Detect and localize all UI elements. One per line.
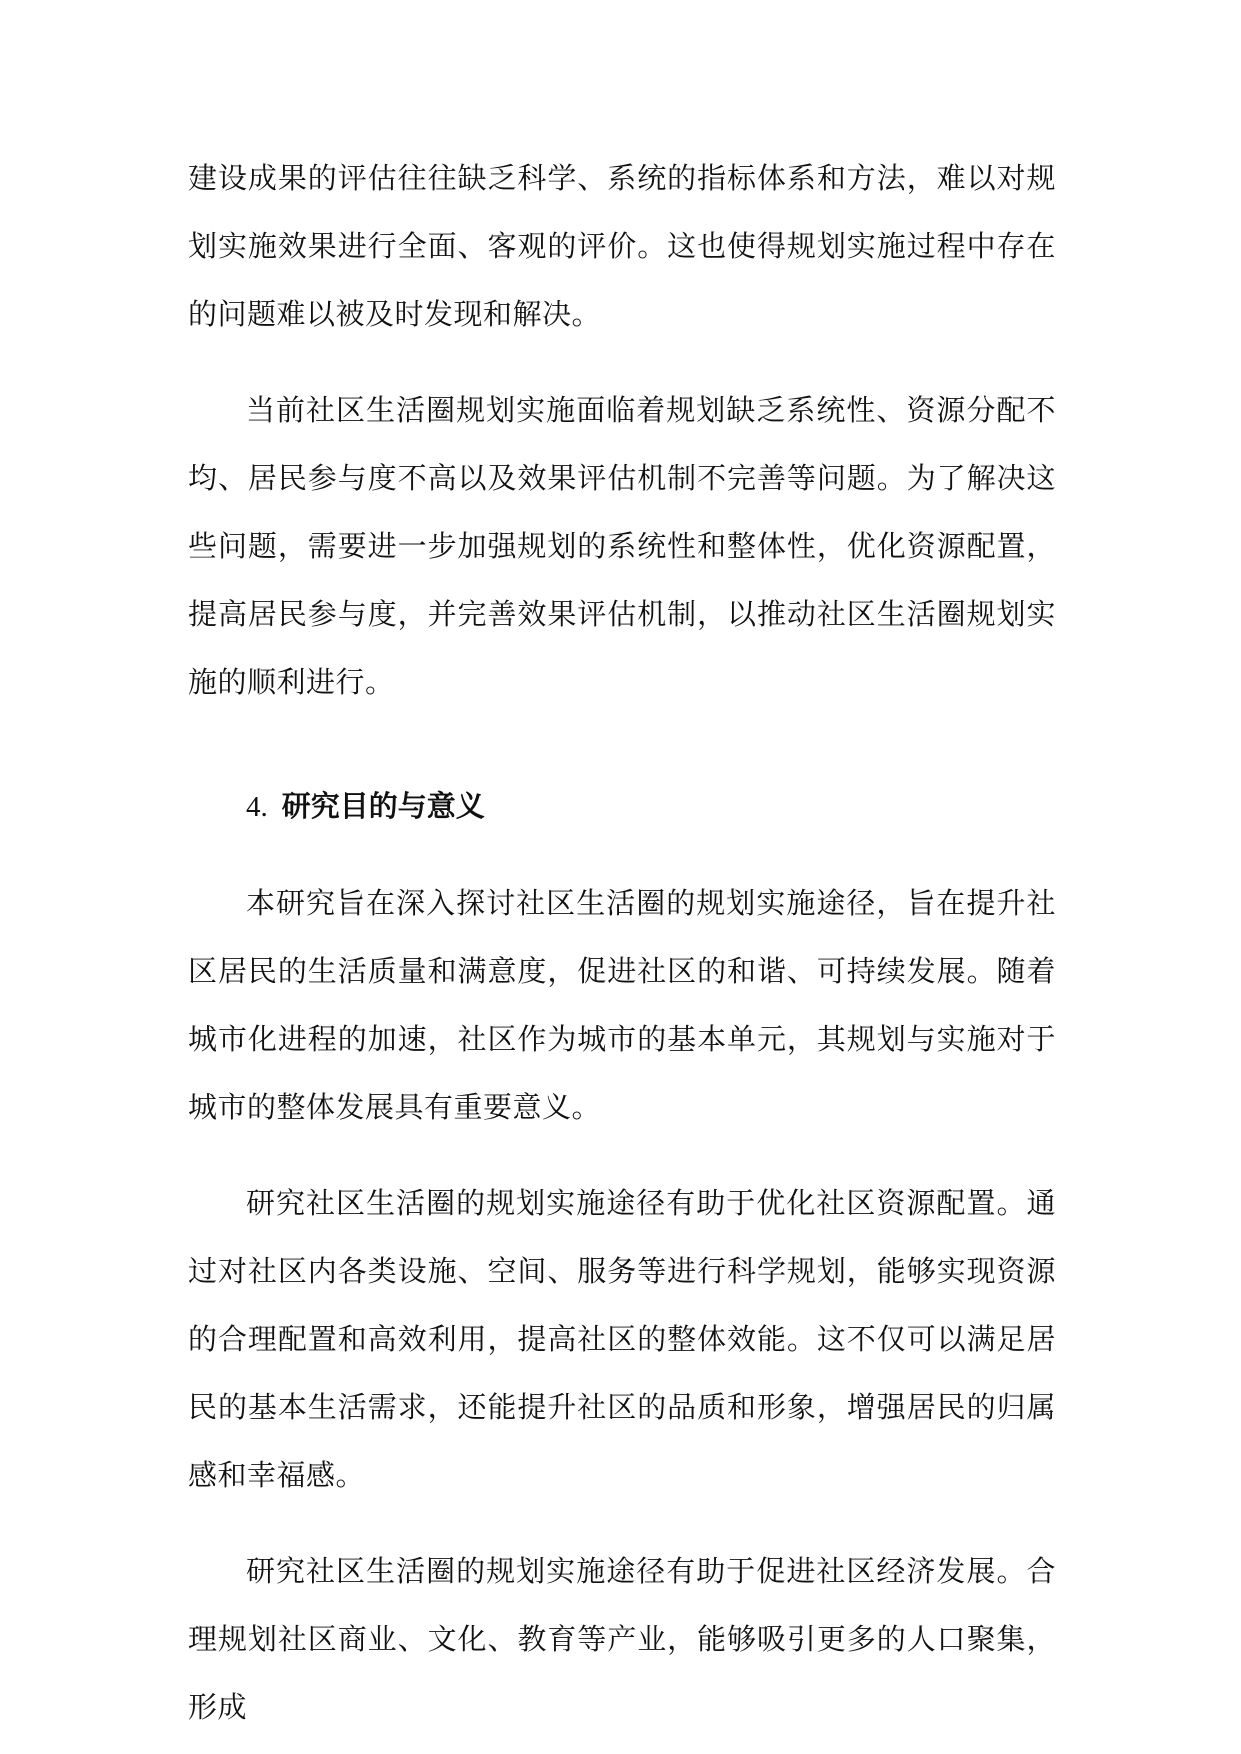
document-body: [188, 144, 1056, 1741]
paragraph-gap: [188, 1141, 1056, 1169]
paragraph-gap: [188, 841, 1056, 869]
paragraph-continuation: 建设成果的评估往往缺乏科学、系统的指标体系和方法，难以对规划实施效果进行全面、客观的评价。这也使得规划实施过程中存在的问题难以被及时发现和解决。: [188, 161, 1056, 331]
section-gap: [188, 744, 1056, 772]
section-number: 4.: [246, 791, 268, 823]
section-heading: [188, 772, 1056, 841]
paragraph-purpose: 本研究旨在深入探讨社区生活圈的规划实施途径，旨在提升社区居民的生活质量和满意度，促进社区的和谐、可持续发展。随着城市化进程的加速，社区作为城市的基本单元，其规划与实施对于城市的整体发展具有重要意义。: [188, 886, 1056, 1124]
paragraph-summary: 当前社区生活圈规划实施面临着规划缺乏系统性、资源分配不均、居民参与度不高以及效果评估机制不完善等问题。为了解决这些问题，需要进一步加强规划的系统性和整体性，优化资源配置，提高居民参与度，并完善效果评估机制，以推动社区生活圈规划实施的顺利进行。: [188, 393, 1056, 699]
paragraph-gap: [188, 1509, 1056, 1537]
paragraph-resources: 研究社区生活圈的规划实施途径有助于优化社区资源配置。通过对社区内各类设施、空间、服务等进行科学规划，能够实现资源的合理配置和高效利用，提高社区的整体效能。这不仅可以满足居民的基本生活需求，还能提升社区的品质和形象，增强居民的归属感和幸福感。: [188, 1186, 1056, 1492]
paragraph-gap: [188, 348, 1056, 376]
paragraph-economy: 研究社区生活圈的规划实施途径有助于促进社区经济发展。合理规划社区商业、文化、教育等产业，能够吸引更多的人口聚集，形成: [188, 1554, 1056, 1724]
section-gap: [188, 716, 1056, 744]
section-title: 研究目的与意义: [281, 789, 485, 823]
